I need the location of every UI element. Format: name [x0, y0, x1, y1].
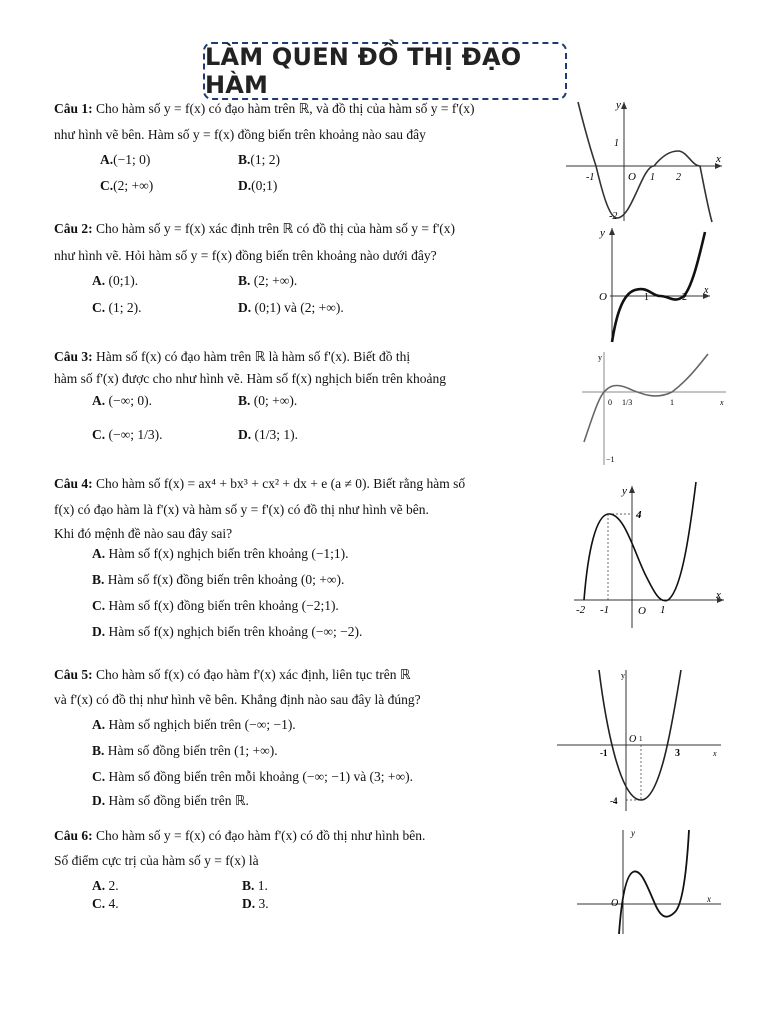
x-label: x — [704, 285, 709, 296]
question-1-text-1: Cho hàm số y = f(x) có đạo hàm trên ℝ, và đồ thị của hàm số y = f'(x) — [96, 101, 475, 116]
question-5-text-2: và f'(x) có đồ thị như hình vẽ bên. Khẳng định nào sau đây là đúng? — [54, 692, 421, 707]
q2-curve — [612, 232, 705, 342]
origin-label: O — [638, 605, 646, 617]
option-text: (2; +∞). — [253, 273, 298, 288]
option-letter: D. — [238, 300, 252, 315]
y-label: y — [621, 671, 625, 680]
page-title: LÀM QUEN ĐỒ THỊ ĐẠO HÀM — [205, 43, 522, 99]
question-4-label: Câu 4: — [54, 476, 93, 491]
q3-option-d[interactable] — [238, 427, 298, 443]
question-6-line-1 — [54, 828, 425, 844]
question-6-line-2 — [54, 853, 259, 869]
option-text: Hàm số f(x) nghịch biến trên khoảng (−∞; −2). — [108, 624, 363, 639]
option-letter: C. — [92, 427, 106, 442]
x-tick-m1: -1 — [600, 604, 610, 616]
option-letter: C. — [92, 300, 106, 315]
y-tick-m2: -2 — [609, 211, 618, 222]
q2-option-a[interactable] — [92, 273, 138, 289]
question-6-label: Câu 6: — [54, 828, 93, 843]
option-text: Hàm số đồng biến trên (1; +∞). — [107, 743, 278, 758]
option-letter: A. — [92, 717, 106, 732]
option-text: (−∞; 1/3). — [108, 427, 163, 442]
x-tick-1-3: 1/3 — [622, 398, 633, 407]
y-label: y — [622, 485, 627, 497]
q2-option-d[interactable] — [238, 300, 344, 316]
x-label: x — [716, 589, 721, 601]
x-tick-m2: -2 — [576, 604, 586, 616]
option-text: Hàm số f(x) đồng biến trên khoảng (−2;1). — [108, 598, 339, 613]
option-letter: D. — [242, 896, 256, 911]
question-3-line-2 — [54, 371, 446, 387]
question-3-text-2: hàm số f'(x) được cho như hình vẽ. Hàm số f(x) nghịch biến trên khoảng — [54, 371, 446, 386]
option-text: (−∞; 0). — [108, 393, 152, 408]
option-text: (0; +∞). — [253, 393, 298, 408]
y-label: y — [616, 99, 621, 111]
option-letter: B. — [92, 572, 105, 587]
question-2-line-1 — [54, 221, 455, 237]
option-letter: C. — [92, 769, 106, 784]
option-text: (1; 2) — [250, 152, 281, 167]
q5-option-c[interactable] — [92, 769, 413, 785]
question-4-line-1 — [54, 476, 465, 492]
option-letter: A. — [92, 273, 106, 288]
q6-option-d[interactable] — [242, 896, 269, 912]
y-label: y — [631, 828, 635, 838]
question-4-line-3 — [54, 526, 232, 542]
q1-option-b[interactable] — [238, 152, 280, 168]
option-text: (2; +∞) — [113, 178, 154, 193]
q4-option-c[interactable] — [92, 598, 339, 614]
option-text: (−1; 0) — [113, 152, 151, 167]
option-text: 3. — [258, 896, 269, 911]
origin-label: O — [599, 291, 607, 303]
x-tick-3: 3 — [675, 748, 680, 759]
option-text: Hàm số nghịch biến trên (−∞; −1). — [108, 717, 296, 732]
q6-curve — [619, 830, 689, 934]
question-3-text-1: Hàm số f(x) có đạo hàm trên ℝ là hàm số f'(x). Biết đồ thị — [96, 349, 411, 364]
origin-label: 0 — [608, 398, 612, 407]
question-5-line-1 — [54, 667, 411, 683]
option-letter: D. — [92, 624, 106, 639]
y-tick-1: 1 — [614, 138, 619, 149]
option-letter: A. — [92, 393, 106, 408]
option-text: 2. — [108, 878, 119, 893]
question-1-text-2: như hình vẽ bên. Hàm số y = f(x) đồng biến trên khoảng nào sau đây — [54, 127, 426, 142]
x-tick-1: 1 — [650, 172, 655, 183]
x-tick-1: 1 — [670, 398, 674, 407]
q3-option-b[interactable] — [238, 393, 297, 409]
q5-option-d[interactable] — [92, 793, 249, 809]
option-letter: A. — [92, 546, 106, 561]
y-axis-arrow — [621, 102, 627, 109]
option-text: Hàm số đồng biến trên ℝ. — [108, 793, 249, 808]
x-tick-1: 1 — [644, 292, 649, 303]
x-label: x — [713, 749, 717, 758]
question-5-line-2 — [54, 692, 421, 708]
option-letter: D. — [92, 793, 106, 808]
q4-option-a[interactable] — [92, 546, 349, 562]
x-tick-2: 2 — [676, 172, 681, 183]
q4-option-b[interactable] — [92, 572, 344, 588]
option-text: Hàm số f(x) nghịch biến trên khoảng (−1;1). — [108, 546, 349, 561]
question-4-text-1: Cho hàm số f(x) = ax⁴ + bx³ + cx² + dx + e (a ≠ 0). Biết rằng hàm số — [96, 476, 466, 491]
question-4-text-3: Khi đó mệnh đề nào sau đây sai? — [54, 526, 233, 541]
option-letter: B. — [238, 152, 251, 167]
x-tick-m1: -1 — [600, 748, 608, 758]
option-text: 1. — [257, 878, 268, 893]
question-4-text-2: f(x) có đạo hàm là f'(x) và hàm số y = f'(x) có đồ thị như hình vẽ bên. — [54, 502, 429, 517]
question-1-label: Câu 1: — [54, 101, 93, 116]
q1-option-c[interactable] — [100, 178, 153, 194]
q6-option-b[interactable] — [242, 878, 268, 894]
q5-graph — [555, 668, 725, 813]
y-axis-arrow — [609, 228, 615, 235]
question-3-label: Câu 3: — [54, 349, 93, 364]
y-axis-arrow — [629, 486, 635, 493]
question-2-text-1: Cho hàm số y = f(x) xác định trên ℝ có đồ thị của hàm số y = f'(x) — [96, 221, 456, 236]
q1-option-d[interactable] — [238, 178, 277, 194]
q3-option-a[interactable] — [92, 393, 152, 409]
option-letter: A. — [92, 878, 106, 893]
origin-label: O — [611, 898, 619, 909]
question-1-line-1 — [54, 101, 475, 117]
question-3-line-1 — [54, 349, 410, 365]
y-label: y — [600, 227, 605, 239]
option-letter: C. — [92, 598, 106, 613]
x-label: x — [720, 398, 724, 407]
origin-label: O — [628, 171, 636, 183]
q4-curve — [584, 482, 696, 601]
x-tick-m1: -1 — [586, 172, 595, 183]
question-2-text-2: như hình vẽ. Hỏi hàm số y = f(x) đồng biến trên khoảng nào dưới đây? — [54, 248, 437, 263]
q2-option-b[interactable] — [238, 273, 297, 289]
option-text: Hàm số đồng biến trên mỗi khoảng (−∞; −1) và (3; +∞). — [108, 769, 414, 784]
option-letter: D. — [238, 178, 252, 193]
q6-graph — [575, 826, 725, 936]
y-label: y — [598, 353, 602, 362]
option-text: (1; 2). — [108, 300, 142, 315]
q2-graph — [590, 222, 720, 346]
question-2-label: Câu 2: — [54, 221, 93, 236]
question-2-line-2 — [54, 248, 437, 264]
option-text: Hàm số f(x) đồng biến trên khoảng (0; +∞). — [107, 572, 345, 587]
q3-option-c[interactable] — [92, 427, 162, 443]
x-tick-1: 1 — [660, 604, 666, 616]
y-tick-4: 4 — [636, 509, 642, 521]
option-text: (0;1) — [251, 178, 278, 193]
q1-curve-left — [578, 102, 596, 166]
y-tick-m1: −1 — [606, 455, 615, 464]
q3-graph — [580, 350, 730, 468]
question-6-text-2: Số điểm cực trị của hàm số y = f(x) là — [54, 853, 259, 868]
origin-label: O — [629, 734, 637, 745]
q4-option-d[interactable] — [92, 624, 362, 640]
x-label: x — [707, 894, 711, 904]
y-tick-m4: -4 — [610, 796, 618, 806]
option-text: 4. — [108, 896, 119, 911]
q1-option-a[interactable] — [100, 152, 150, 168]
option-text: (0;1) và (2; +∞). — [254, 300, 344, 315]
q1-graph — [562, 96, 732, 226]
question-1-line-2 — [54, 127, 426, 143]
option-letter: B. — [238, 393, 251, 408]
x-tick-2: 2 — [682, 292, 687, 303]
option-letter: B. — [242, 878, 255, 893]
question-6-text-1: Cho hàm số y = f(x) có đạo hàm f'(x) có đồ thị như hình bên. — [96, 828, 426, 843]
q5-option-b[interactable] — [92, 743, 278, 759]
question-4-line-2 — [54, 502, 429, 518]
q2-option-c[interactable] — [92, 300, 142, 316]
q6-option-a[interactable] — [92, 878, 119, 894]
q3-curve — [584, 354, 708, 442]
title-box — [203, 42, 567, 100]
x-tick-1: 1 — [639, 735, 643, 743]
option-text: (0;1). — [108, 273, 139, 288]
option-letter: B. — [92, 743, 105, 758]
q6-option-c[interactable] — [92, 896, 119, 912]
q5-option-a[interactable] — [92, 717, 296, 733]
option-letter: A. — [100, 152, 114, 167]
x-label: x — [716, 153, 721, 165]
question-5-text-1: Cho hàm số f(x) có đạo hàm f'(x) xác định, liên tục trên ℝ — [96, 667, 411, 682]
option-letter: C. — [100, 178, 114, 193]
question-5-label: Câu 5: — [54, 667, 93, 682]
q4-graph — [572, 480, 732, 630]
option-letter: D. — [238, 427, 252, 442]
option-letter: B. — [238, 273, 251, 288]
option-letter: C. — [92, 896, 106, 911]
option-text: (1/3; 1). — [254, 427, 298, 442]
